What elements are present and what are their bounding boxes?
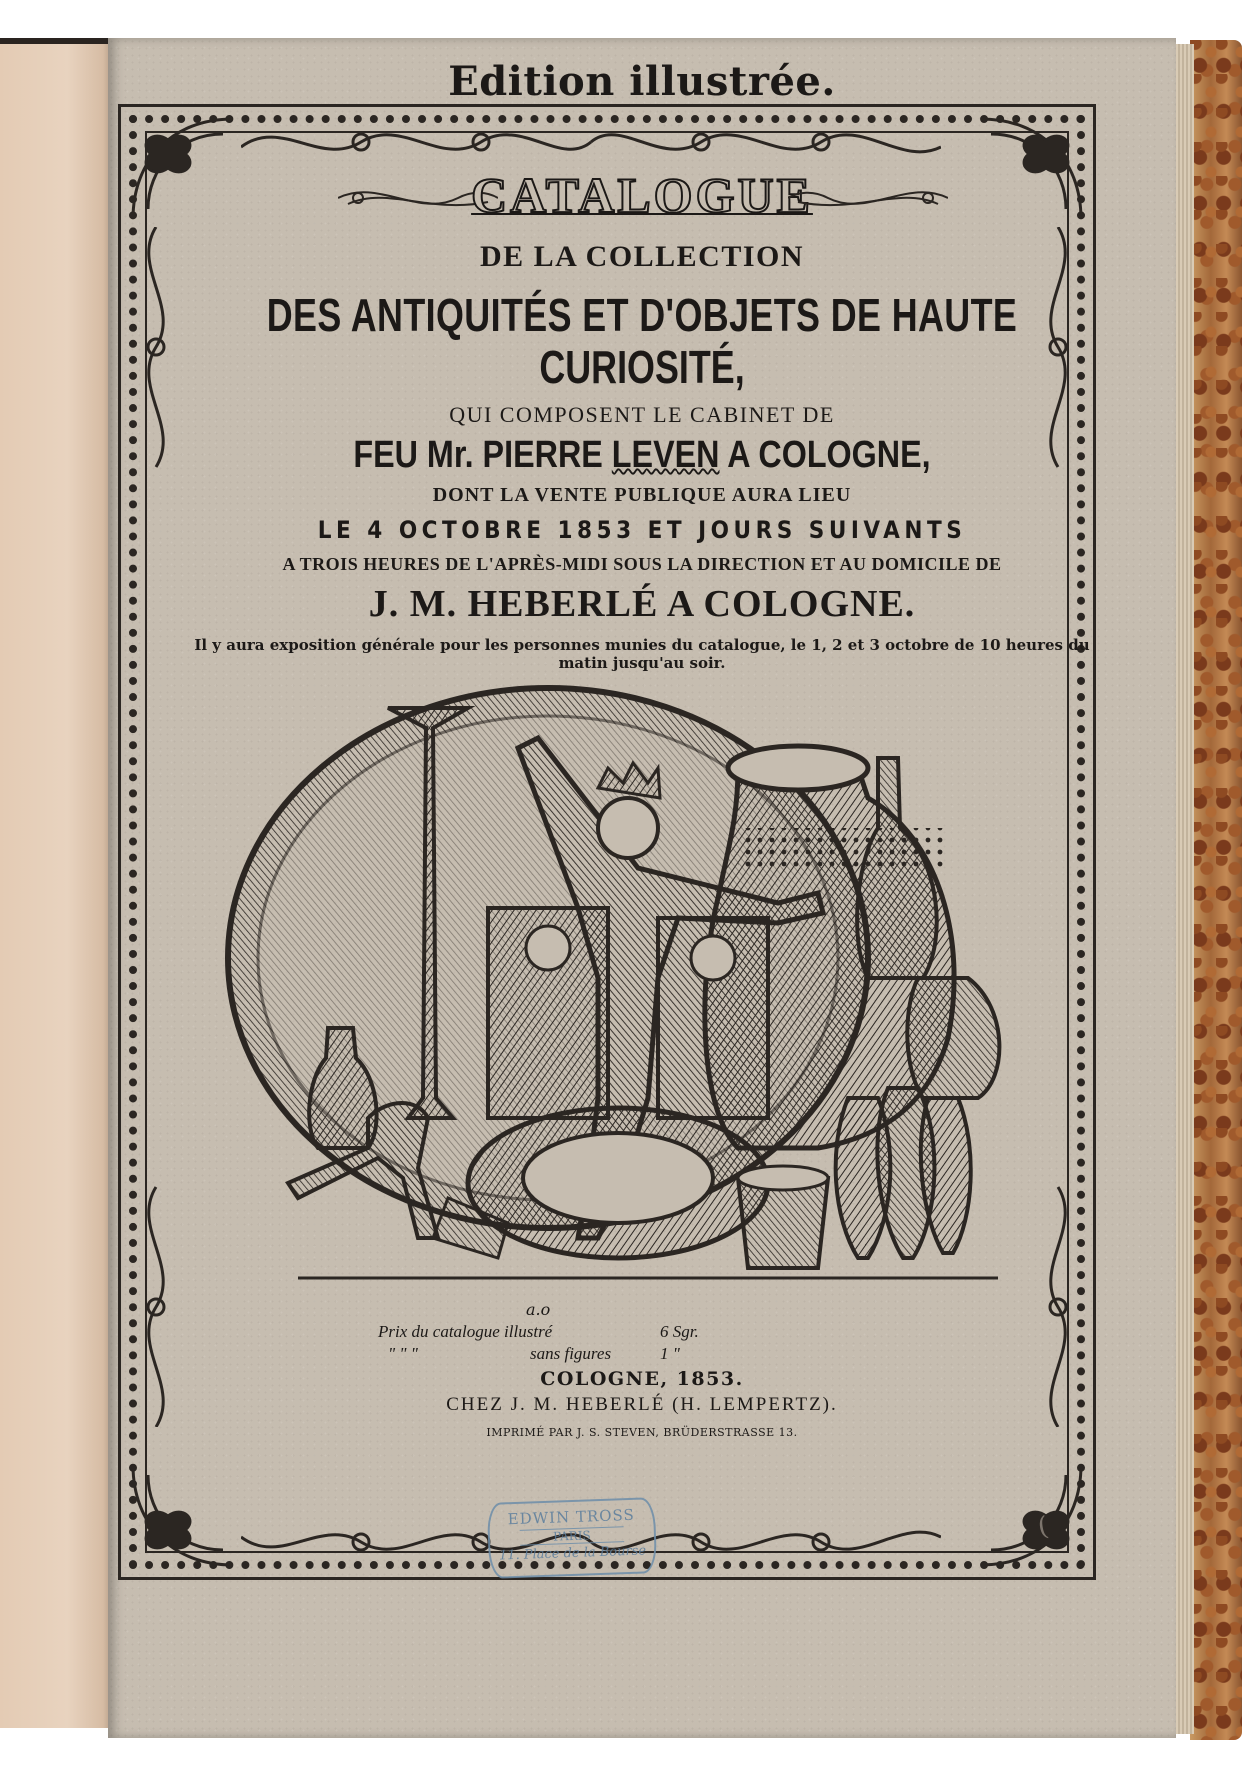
publisher: CHEZ J. M. HEBERLÉ (H. LEMPERTZ). [446,1394,838,1415]
stamp-city: PARIS [520,1526,624,1546]
price-plain-label: sans figures [530,1344,612,1363]
antiquities-engraving [178,678,1108,1308]
bookseller-stamp [487,1497,658,1579]
scroll-band-top [241,117,941,167]
corner-ornament-bottom-left [123,1455,243,1575]
publication-place: COLOGNE, 1853. [540,1368,744,1390]
owner-line [188,434,1096,477]
catalogue-heading: CATALOGUE [471,167,813,223]
exhibition-notice-line2: matin jusqu'au soir. [558,654,726,672]
bottle [857,758,937,978]
left-flyleaf [0,38,112,1728]
pencil-mark: ( [1035,1511,1051,1543]
collection-title-line1: DES ANTIQUITÉS ET D'OBJETS DE HAUTE [266,289,1018,341]
exhibition-notice-line1: Il y aura exposition générale pour les personnes munies du catalogue, le 1, 2 et 3 octobre de 10 heures du [194,636,1090,654]
small-vase-3 [921,1098,971,1253]
book-spine [1190,40,1242,1740]
owner-suffix: A COLOGNE, [719,434,931,476]
price-illustrated [378,1322,699,1342]
corner-ornament-bottom-right [971,1455,1091,1575]
title-page [108,38,1176,1738]
owner-name: LEVEN [611,434,720,476]
collection-title-line2: CURIOSITÉ, [539,341,745,393]
price-plain [388,1344,680,1364]
sale-announcement: DONT LA VENTE PUBLIQUE AURA LIEU [432,484,852,506]
collection-subtitle: DE LA COLLECTION [479,240,805,273]
pitcher-right [907,978,999,1098]
sale-date: LE 4 OCTOBRE 1853 ET JOURS SUIVANTS [317,516,967,544]
catalogue-flourish-right [788,178,948,218]
cabinet-line: QUI COMPOSENT LE CABINET DE [449,402,835,427]
engraver-signature: a.o [526,1300,551,1319]
price-illustrated-label: Prix du catalogue illustré [378,1322,553,1341]
stamp-name: EDWIN TROSS [507,1505,636,1529]
printer: IMPRIMÉ PAR J. S. STEVEN, BRÜDERSTRASSE 13. [486,1426,798,1439]
sale-hours: A TROIS HEURES DE L'APRÈS-MIDI SOUS LA DIRECTION ET AU DOMICILE DE [282,554,1002,574]
price-plain-ditto: " " " [388,1344,418,1363]
price-illustrated-amount: 6 Sgr. [660,1322,699,1341]
auctioneer-name: J. M. HEBERLÉ A COLOGNE. [368,583,916,625]
price-plain-amount: 1 " [660,1344,680,1363]
edition-title: Edition illustrée. [448,58,836,105]
owner-prefix: FEU Mr. PIERRE [353,434,612,476]
stamp-address: 11. Place de la Bourse [498,1543,647,1564]
